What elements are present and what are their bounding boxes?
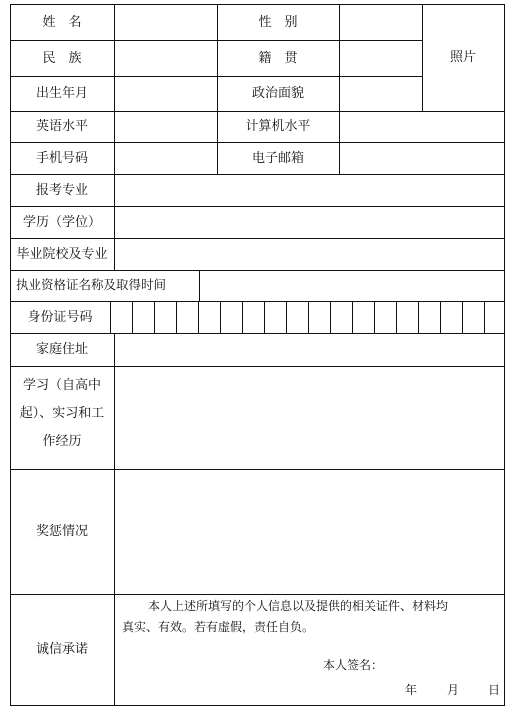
signature-field[interactable] <box>392 655 502 675</box>
qualification-label: 执业资格证名称及取得时间 <box>16 277 167 293</box>
political-status-field[interactable] <box>340 77 422 111</box>
name-label: 姓 名 <box>42 14 82 30</box>
ethnicity-label: 民 族 <box>42 50 82 66</box>
birth-date-label: 出生年月 <box>35 86 88 101</box>
political-status-label: 政治面貌 <box>251 86 304 101</box>
date-day-label: 日 <box>488 683 501 697</box>
integrity-label: 诚信承诺 <box>35 642 88 657</box>
school-major-field[interactable] <box>115 239 504 270</box>
date-year-label: 年 <box>405 683 418 697</box>
experience-field[interactable] <box>115 367 504 469</box>
name-field[interactable] <box>115 5 217 40</box>
gender-field[interactable] <box>340 5 422 40</box>
experience-label-line-3: 作经历 <box>42 434 82 449</box>
signature-label: 本人签名： <box>323 658 384 672</box>
computer-level-label: 计算机水平 <box>245 119 311 134</box>
gender-label: 性 别 <box>258 14 298 30</box>
email-label: 电子邮箱 <box>251 150 304 166</box>
phone-field[interactable] <box>115 143 217 174</box>
applied-major-field[interactable] <box>115 175 504 206</box>
english-level-label: 英语水平 <box>35 119 88 134</box>
computer-level-field[interactable] <box>340 112 504 142</box>
ethnicity-field[interactable] <box>115 41 217 76</box>
native-place-field[interactable] <box>340 41 422 76</box>
phone-label: 手机号码 <box>35 150 88 166</box>
experience-label <box>10 372 114 456</box>
native-place-label: 籍 贯 <box>258 50 298 66</box>
qualification-field[interactable] <box>200 271 504 301</box>
awards-label: 奖惩情况 <box>35 524 88 539</box>
education-label: 学历（学位） <box>22 214 101 230</box>
photo-box[interactable]: 照片 <box>449 50 476 65</box>
experience-label-line-2: 起）、实习和工 <box>19 406 105 421</box>
applied-major-label: 报考专业 <box>35 182 88 198</box>
commitment-line-2: 真实、有效。若有虚假，责任自负。 <box>122 620 315 634</box>
education-field[interactable] <box>115 207 504 238</box>
address-field[interactable] <box>115 334 504 366</box>
date-month-label: 月 <box>447 683 460 697</box>
id-number-label: 身份证号码 <box>27 309 93 325</box>
id-number-field[interactable] <box>111 302 504 333</box>
school-major-label: 毕业院校及专业 <box>16 246 108 262</box>
email-field[interactable] <box>340 143 504 174</box>
commitment-line-1: 本人上述所填写的个人信息以及提供的相关证件、材料均 <box>148 599 449 613</box>
awards-field[interactable] <box>115 470 504 594</box>
english-level-field[interactable] <box>115 112 217 142</box>
birth-date-field[interactable] <box>115 77 217 111</box>
experience-label-line-1: 学习（自高中 <box>22 378 101 393</box>
address-label: 家庭住址 <box>35 342 88 357</box>
